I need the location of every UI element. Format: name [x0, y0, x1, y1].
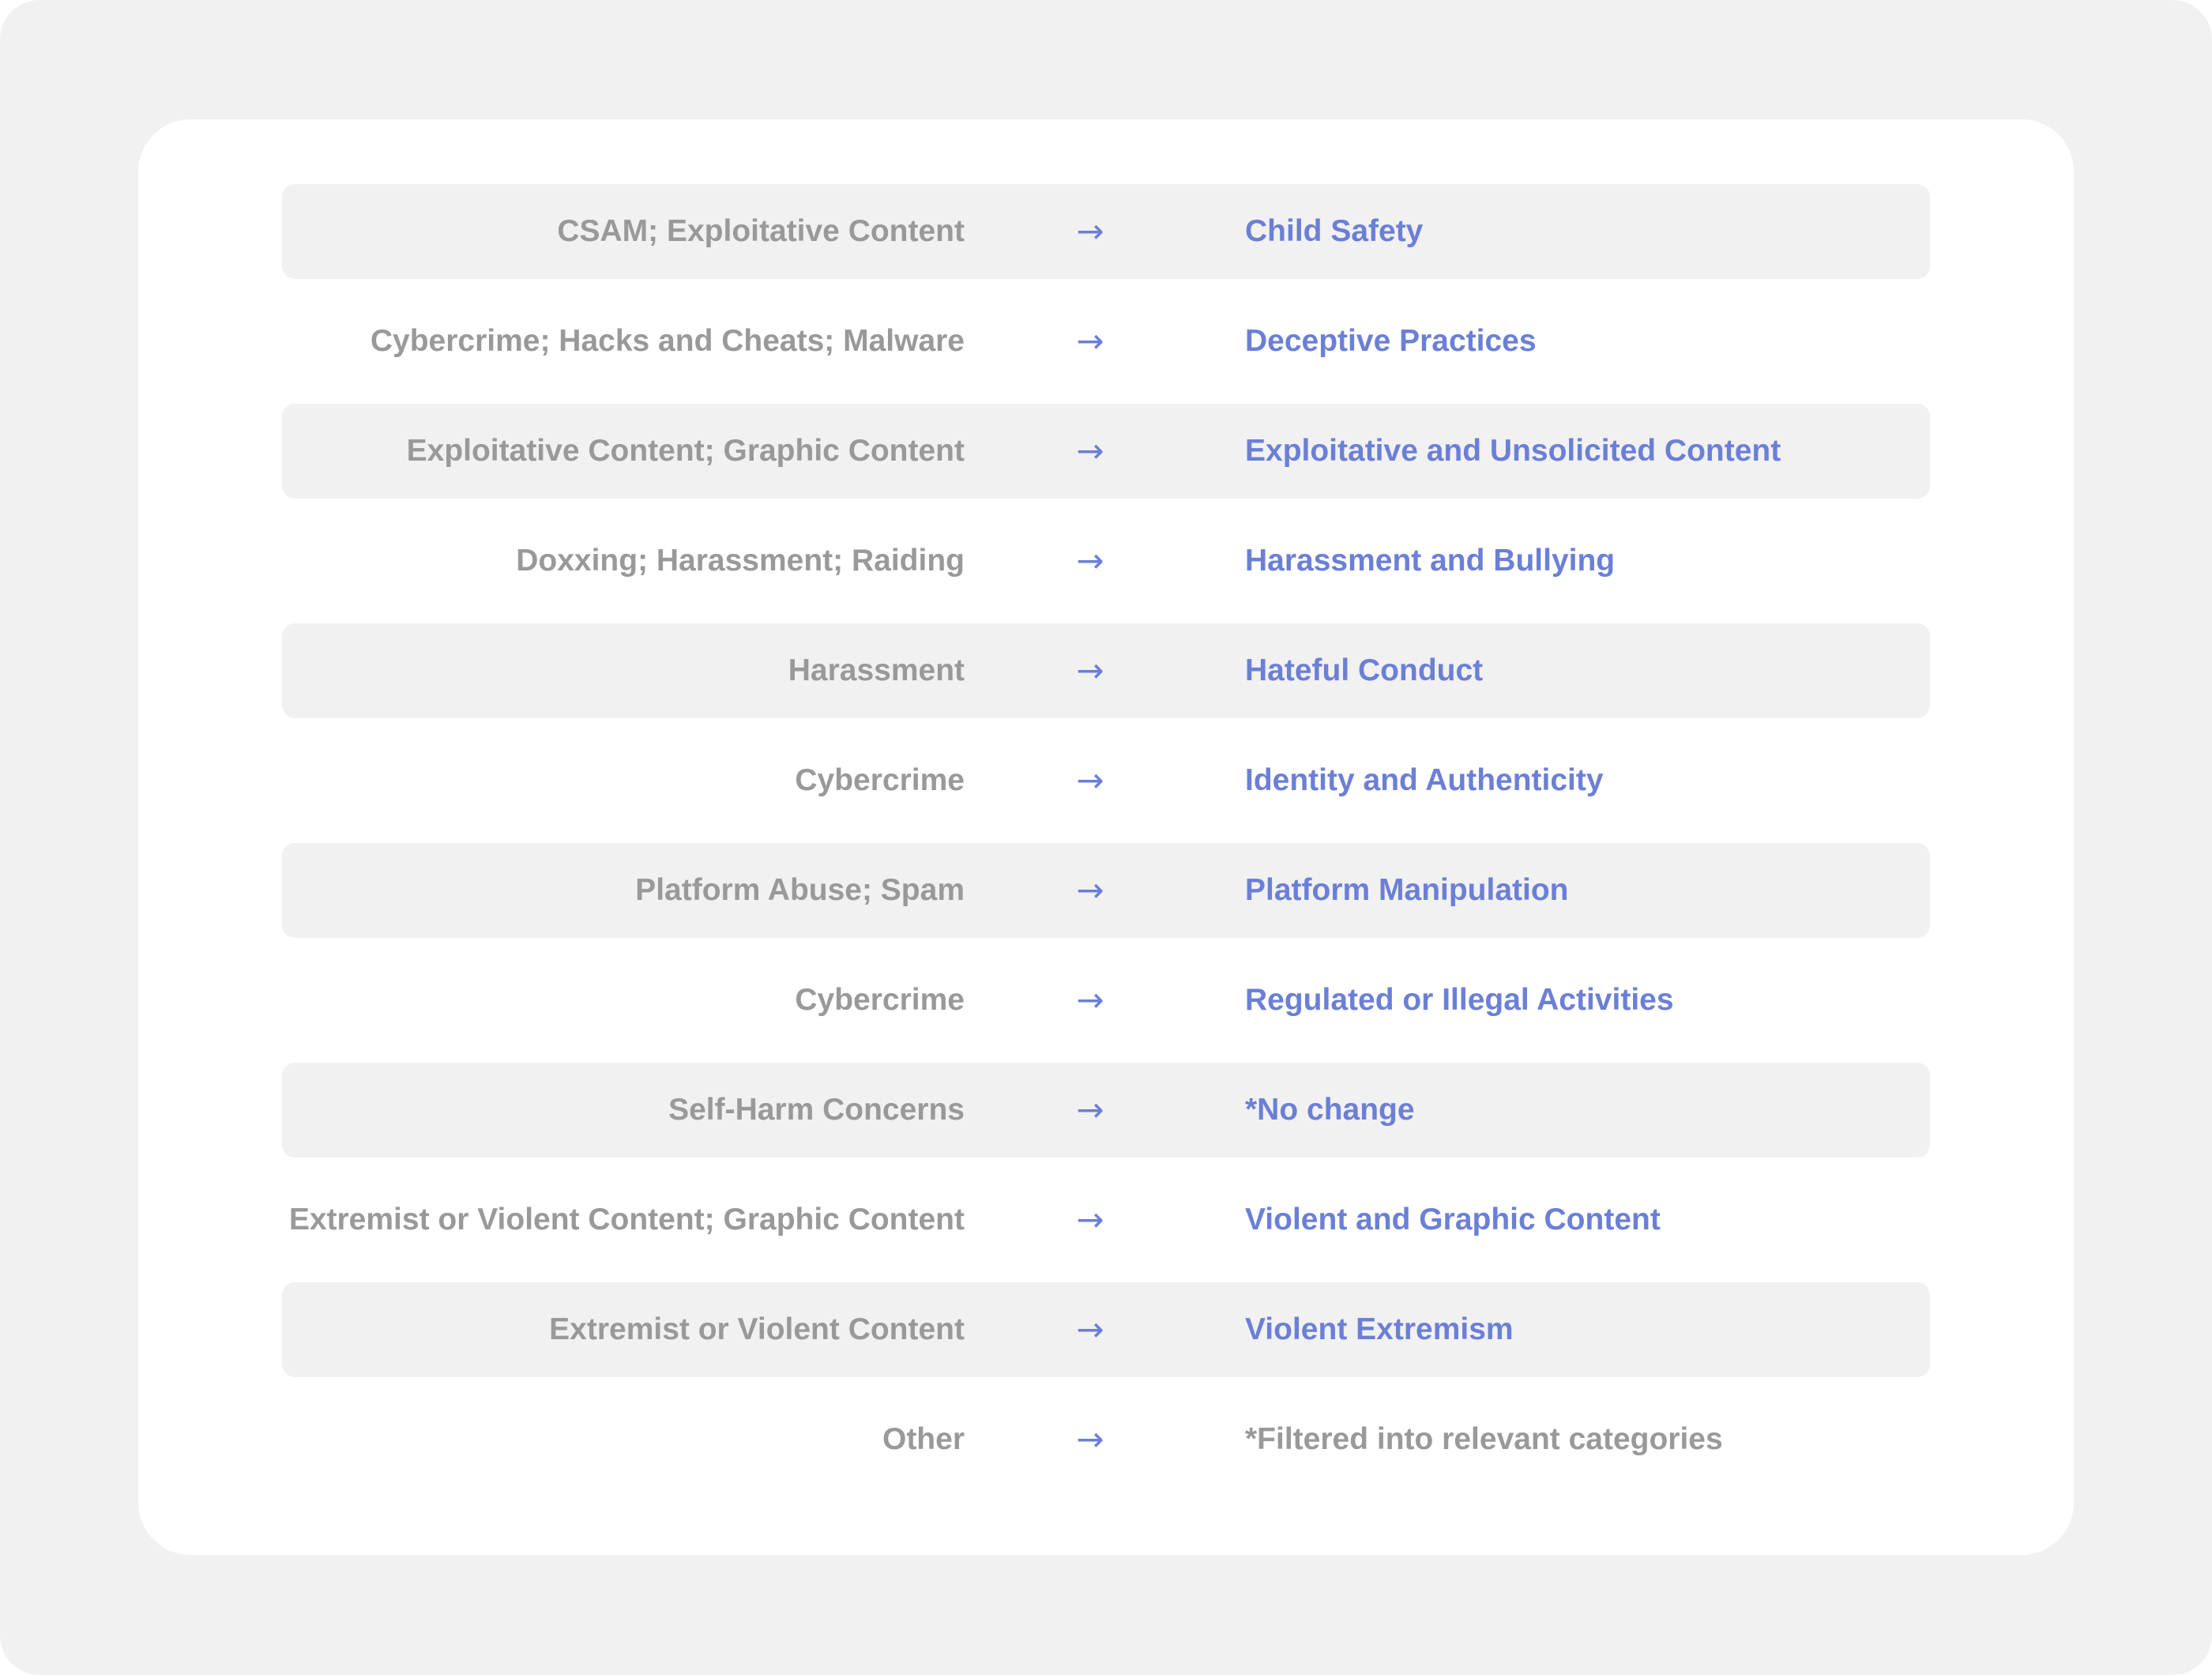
- old-category-label: Cybercrime; Hacks and Cheats; Malware: [370, 324, 965, 358]
- new-category-label: Deceptive Practices: [1245, 324, 1537, 358]
- category-mapping-table: [282, 184, 1930, 1502]
- new-category-label: Exploitative and Unsolicited Content: [1245, 434, 1781, 468]
- right-arrow-icon: →: [1076, 651, 1104, 690]
- new-category-label: Harassment and Bullying: [1245, 544, 1616, 578]
- old-category-label: CSAM; Exploitative Content: [557, 214, 965, 248]
- right-arrow-icon: →: [1076, 871, 1104, 909]
- new-category-label: Hateful Conduct: [1245, 653, 1484, 687]
- mapping-row: [282, 843, 1930, 938]
- mapping-row: [282, 184, 1930, 279]
- right-arrow-icon: →: [1076, 1200, 1104, 1239]
- mapping-row: [282, 1063, 1930, 1157]
- right-arrow-icon: →: [1076, 981, 1104, 1019]
- mapping-row: [282, 1282, 1930, 1377]
- category-mapping-card: [138, 119, 2074, 1555]
- mapping-row: [282, 1392, 1930, 1487]
- mapping-row: [282, 1172, 1930, 1267]
- right-arrow-icon: →: [1076, 1310, 1104, 1349]
- old-category-label: Extremist or Violent Content; Graphic Content: [288, 1203, 965, 1236]
- mapping-row: [282, 733, 1930, 828]
- right-arrow-icon: →: [1076, 761, 1104, 800]
- old-category-label: Platform Abuse; Spam: [635, 873, 965, 907]
- new-category-label: Platform Manipulation: [1245, 873, 1569, 907]
- mapping-row: [282, 953, 1930, 1048]
- old-category-label: Exploitative Content; Graphic Content: [406, 434, 965, 468]
- old-category-label: Doxxing; Harassment; Raiding: [516, 544, 965, 578]
- old-category-label: Cybercrime: [795, 983, 965, 1017]
- new-category-label: Identity and Authenticity: [1245, 763, 1604, 797]
- old-category-label: Self-Harm Concerns: [668, 1093, 965, 1127]
- right-arrow-icon: →: [1076, 322, 1104, 360]
- old-category-label: Other: [882, 1422, 965, 1456]
- mapping-row: [282, 404, 1930, 499]
- mapping-row: [282, 514, 1930, 608]
- right-arrow-icon: →: [1076, 541, 1104, 580]
- right-arrow-icon: →: [1076, 212, 1104, 250]
- right-arrow-icon: →: [1076, 1090, 1104, 1129]
- new-category-label: *No change: [1245, 1093, 1415, 1127]
- mapping-row: [282, 623, 1930, 718]
- new-category-label: Child Safety: [1245, 214, 1424, 248]
- new-category-label: Regulated or Illegal Activities: [1245, 983, 1674, 1017]
- mapping-row: [282, 294, 1930, 389]
- new-category-label: *Filtered into relevant categories: [1245, 1422, 1723, 1456]
- right-arrow-icon: →: [1076, 431, 1104, 470]
- old-category-label: Cybercrime: [795, 763, 965, 797]
- new-category-label: Violent Extremism: [1245, 1312, 1514, 1346]
- old-category-label: Harassment: [788, 653, 965, 687]
- new-category-label: Violent and Graphic Content: [1245, 1203, 1661, 1236]
- right-arrow-icon: →: [1076, 1420, 1104, 1459]
- old-category-label: Extremist or Violent Content: [549, 1312, 965, 1346]
